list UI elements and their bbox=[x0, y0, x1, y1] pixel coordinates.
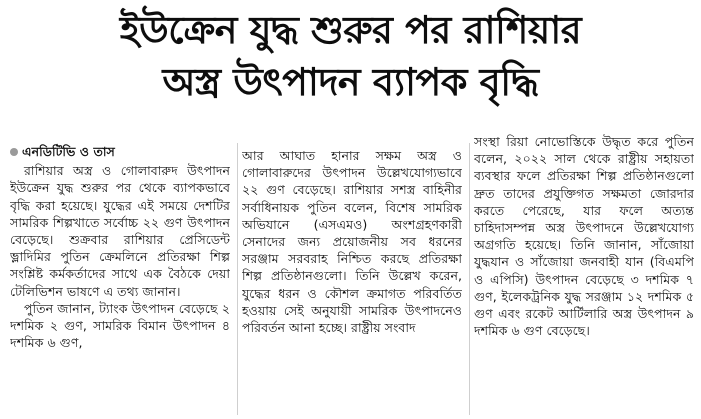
byline-text: এনডিটিভি ও তাস bbox=[22, 144, 115, 159]
article-column-1 bbox=[10, 143, 230, 415]
headline-line-1: ইউক্রেন যুদ্ধ শুরুর পর রাশিয়ার bbox=[119, 8, 582, 52]
article-body bbox=[10, 134, 694, 415]
headline-line-2: অস্ত্র উৎপাদন ব্যাপক বৃদ্ধি bbox=[162, 60, 539, 104]
headline bbox=[0, 4, 701, 108]
article-column-3 bbox=[474, 133, 694, 405]
article-column-2 bbox=[242, 147, 462, 419]
paragraph: সংস্থা রিয়া নোভোস্তিকে উদ্ধৃত করে পুতিন বলেন, ২০২২ সাল থেকে রাষ্ট্রীয় সহায়তা ব্যবস্থার ফলে প্রতিরক্ষা শিল্প প্রতিষ্ঠানগুলো দ্রুত তাদের প্রযুক্তিগত সক্ষমতা জোরদার করতে পেরেছে, যার ফলে অত্যন্ত চাহিদাসম্পন্ন অস্ত্র উৎপাদনে উল্লেখযোগ্য অগ্রগতি হয়েছে। তিনি জানান, সাঁজোয়া যুদ্ধযান ও সাঁজোয়া জনবাহী যান (বিএমপি ও এপিসি) উৎপাদন বেড়েছে ৩ দশমিক ৭ গুণ, ইলেকট্রনিক যুদ্ধ সরঞ্জাম ১২ দশমিক ৫ গুণ এবং রকেট আর্টিলারি অস্ত্র উৎপাদন ৯ দশমিক ৬ গুণ বেড়েছে। bbox=[474, 134, 694, 339]
bullet-icon bbox=[10, 148, 18, 156]
paragraph: রাশিয়ার অস্ত্র ও গোলাবারুদ উৎপাদন ইউক্রেন যুদ্ধ শুরুর পর থেকে ব্যাপকভাবে বৃদ্ধি করা হয়েছে। যুদ্ধের এই সময়ে দেশটির সামরিক শিল্পখাতে সর্বোচ্চ ২২ গুণ উৎপাদন বেড়েছে। শুক্রবার রাশিয়ার প্রেসিডেন্ট ভ্লাদিমির পুতিন ক্রেমলিনে প্রতিরক্ষা শিল্প সংশ্লিষ্ট কর্মকর্তাদের সাথে এক বৈঠকে দেয়া টেলিভিশন ভাষণে এ তথ্য জানান। bbox=[10, 163, 230, 299]
byline bbox=[10, 143, 230, 160]
paragraph: পুতিন জানান, ট্যাংক উৎপাদন বেড়েছে ২ দশমিক ২ গুণ, সামরিক বিমান উৎপাদন ৪ দশমিক ৬ গুণ, bbox=[10, 300, 230, 351]
paragraph: আর আঘাত হানার সক্ষম অস্ত্র ও গোলাবারুদের উৎপাদন উল্লেখযোগ্যভাবে ২২ গুণ বেড়েছে। রাশিয়ার সশস্ত্র বাহিনীর সর্বাধিনায়ক পুতিন বলেন, বিশেষ সামরিক অভিযানে (এসএমও) অংশগ্রহণকারী সেনাদের জন্য প্রয়োজনীয় সব ধরনের সরঞ্জাম সরবরাহ নিশ্চিত করছে প্রতিরক্ষা শিল্প প্রতিষ্ঠানগুলো। তিনি উল্লেখ করেন, যুদ্ধের ধরন ও কৌশল ক্রমাগত পরিবর্তিত হওয়ায় সেই অনুযায়ী সামরিক উৎপাদনেও পরিবর্তন আনা হচ্ছে। রাষ্ট্রীয় সংবাদ bbox=[242, 148, 462, 336]
